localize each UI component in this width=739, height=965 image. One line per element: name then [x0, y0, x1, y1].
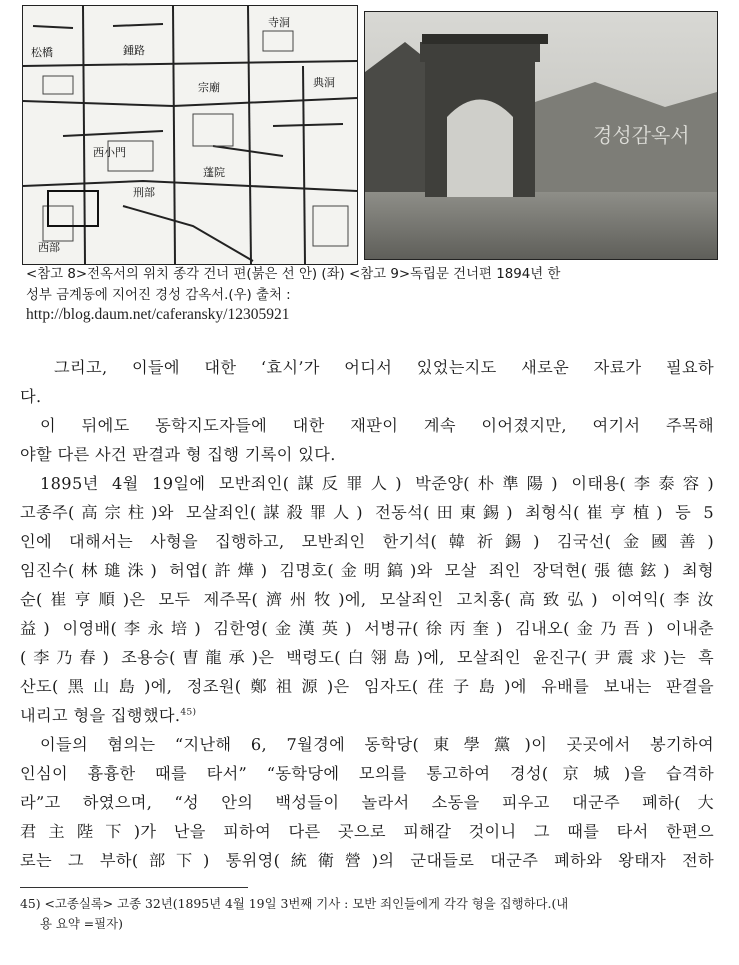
footnote-divider — [20, 887, 248, 888]
body-line: 이들의 혐의는 “지난해 6, 7월경에 동학당(東學黨)이 곳곳에서 봉기하여 — [40, 735, 714, 754]
body-line: 로는 그 부하(部下) 통위영(統衛營)의 군대들로 대군주 폐하와 왕태자 전하 — [20, 851, 714, 870]
map-label: 宗廟 — [198, 81, 220, 94]
body-line: 그리고, 이들에 대한 ‘효시’가 어디서 있었는지도 새로운 자료가 필요하 — [54, 358, 714, 377]
body-line: 益) 이영배(李永培) 김한영(金漢英) 서병규(徐丙奎) 김내오(金乃吾) 이내춘 — [20, 619, 714, 638]
body-line: 이 뒤에도 동학지도자들에 대한 재판이 계속 이어졌지만, 여기서 주목해 — [40, 416, 714, 435]
body-line: 君主陛下)가 난을 피하여 다른 곳으로 피해갈 것이니 그 때를 타서 한편으 — [20, 822, 714, 841]
map-label: 典洞 — [313, 76, 335, 89]
map-label: 鍾路 — [123, 44, 145, 57]
photo-drawing — [365, 12, 717, 259]
map-figure — [22, 5, 358, 265]
map-label: 西部 — [38, 241, 60, 254]
body-line: 인심이 흉흉한 때를 타서” “동학당에 모의를 통고하여 경성(京城)을 습격하 — [20, 764, 714, 783]
footnote-line2: 용 요약 =필자) — [40, 916, 123, 931]
body-line: 순(崔亨順)은 모두 제주목(濟州牧)에, 모살죄인 고치홍(高致弘) 이여익(李汝 — [20, 590, 714, 609]
body-line: 고종주(高宗柱)와 모살죄인(謀殺罪人) 전동석(田東錫) 최형식(崔亨植) 등 5 — [20, 503, 714, 522]
body-line: 야할 다른 사건 판결과 형 집행 기록이 있다. — [20, 445, 336, 464]
map-label: 蓬院 — [203, 166, 225, 179]
footnote-ref: 45) — [180, 707, 197, 718]
source-url: http://blog.daum.net/caferansky/12305921 — [26, 306, 290, 323]
map-drawing — [23, 6, 357, 264]
body-line-text: 내리고 형을 집행했다. — [20, 706, 181, 725]
body-line — [20, 702, 196, 726]
body-line: 임진수(林璡洙) 허엽(許燁) 김명호(金明鎬)와 모살 죄인 장덕현(張德鉉) 최형 — [20, 561, 714, 580]
figure-caption-line1: <참고 8>전옥서의 위치 종각 건너 편(붉은 선 안) (좌) <참고 9>독립문 건너편 1894년 한 — [26, 267, 561, 282]
photo-watermark: 경성감옥서 — [593, 123, 690, 147]
prison-photo — [364, 11, 718, 260]
body-line: (李乃春) 조용승(曺龍承)은 백령도(白翎島)에, 모살죄인 윤진구(尹震求)는 흑 — [20, 648, 714, 667]
figure-caption-line2: 성부 금계동에 지어진 경성 감옥서.(우) 출처 : — [26, 288, 291, 303]
map-label: 西小門 — [93, 146, 126, 159]
body-line: 산도(黑山島)에, 정조원(鄭祖源)은 임자도(荏子島)에 유배를 보내는 판결을 — [20, 677, 714, 696]
body-line: 인에 대해서는 사형을 집행하고, 모반죄인 한기석(韓祈錫) 김국선(金國善) — [20, 532, 714, 551]
body-line: 1895년 4월 19일에 모반죄인(謀反罪人) 박준양(朴準陽) 이태용(李泰容) — [40, 474, 714, 493]
body-line: 다. — [20, 387, 42, 406]
map-label: 刑部 — [133, 186, 155, 199]
footnote-line1: 45) <고종실록> 고종 32년(1895년 4월 19일 3번째 기사 : 모반 죄인들에게 각각 형을 집행하다.(내 — [20, 896, 569, 911]
map-label: 寺洞 — [268, 16, 290, 29]
map-label: 松橋 — [31, 46, 53, 59]
body-line: 라”고 하였으며, “성 안의 백성들이 놀라서 소동을 피우고 대군주 폐하(大 — [20, 793, 714, 812]
